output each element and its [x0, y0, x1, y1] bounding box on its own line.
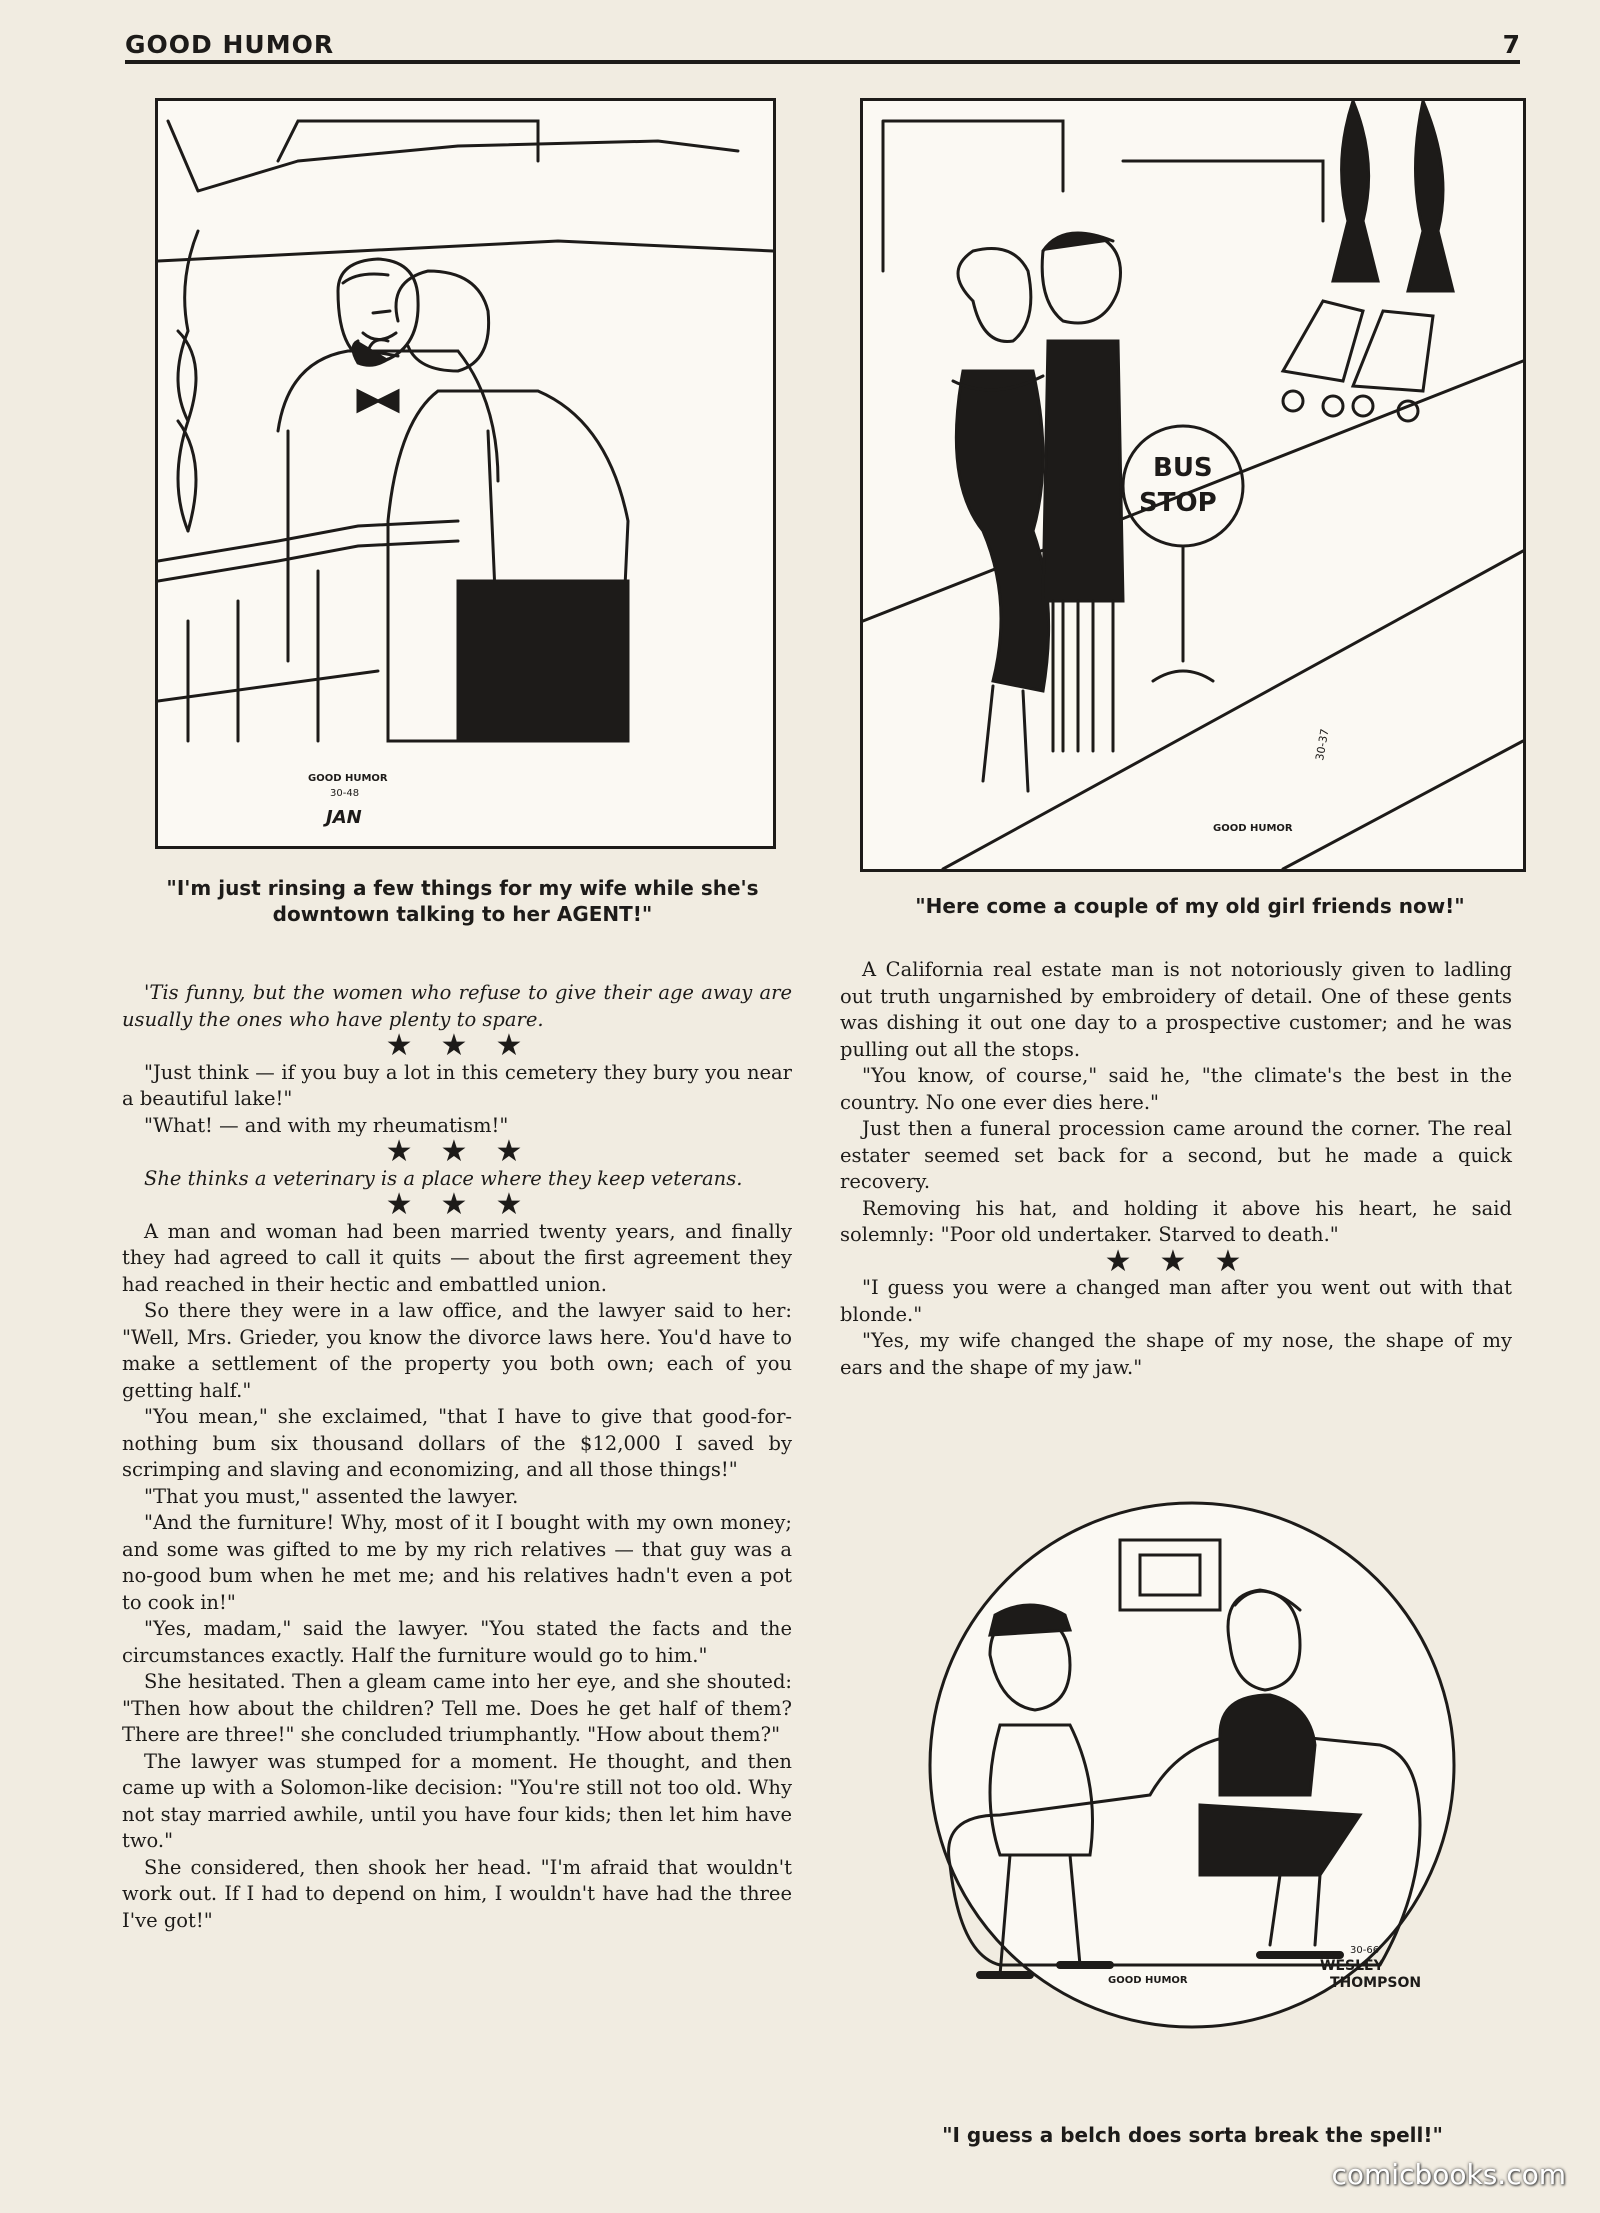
- cartoon3-artist-line1: WESLEY: [1320, 1958, 1384, 1974]
- page-number: 7: [1502, 30, 1520, 59]
- cartoon-bus-stop: [860, 98, 1526, 872]
- cartoon2-caption: "Here come a couple of my old girl friends now!": [915, 894, 1465, 918]
- joke-cemetery-line1: "Just think — if you buy a lot in this cemetery they bury you near a beautiful lake!": [122, 1060, 792, 1110]
- story-paragraph: She considered, then shook her head. "I'm afraid that wouldn't work out. If I had to depend on him, I wouldn't have had the three I've got!": [122, 1855, 792, 1932]
- cartoon3-code: 30-66: [1350, 1945, 1380, 1956]
- left-text-column: [122, 980, 792, 1934]
- story-paragraph: "And the furniture! Why, most of it I bought with my own money; and some was gifted to me by my rich relatives — that guy was a no-good bum when he met me; and his relatives hadn't even a pot to cook in!": [122, 1511, 792, 1614]
- cartoon1-artist-signature: JAN: [326, 807, 362, 828]
- cartoon3-artist-line2: THOMPSON: [1330, 1975, 1422, 1991]
- story-paragraph: A man and woman had been married twenty years, and finally they had agreed to call it quits — about the first agreement they had reached in their hectic and embattled union.: [122, 1219, 792, 1296]
- watermark: comicbooks.com: [1331, 2158, 1566, 2191]
- cartoon1-caption: "I'm just rinsing a few things for my wife while she's downtown talking to her AGENT!": [166, 876, 759, 926]
- cartoon3-credit: GOOD HUMOR: [1108, 1975, 1188, 1986]
- magazine-title: GOOD HUMOR: [125, 30, 335, 59]
- joke-age: 'Tis funny, but the women who refuse to give their age away are usually the ones who have plenty to spare.: [122, 981, 792, 1031]
- story-paragraph: She hesitated. Then a gleam came into her eye, and she shouted: "Then how about the children? Tell me. Does he get half of them? There are three!" she concluded triumphantly. "How about them?": [122, 1670, 792, 1746]
- joke-veterinary: She thinks a veterinary is a place where they keep veterans.: [144, 1166, 743, 1190]
- separator-stars: ★★★: [1104, 1243, 1270, 1279]
- separator-stars: ★★★: [385, 1028, 551, 1063]
- separator-stars: ★★★: [385, 1187, 551, 1222]
- joke-blonde-line1: "I guess you were a changed man after you went out with that blonde.": [840, 1276, 1512, 1326]
- story-paragraph: Just then a funeral procession came around the corner. The real estater seemed set back for a second, but he made a quick recovery.: [840, 1117, 1512, 1193]
- joke-cemetery-line2: "What! — and with my rheumatism!": [144, 1113, 509, 1137]
- cartoon1-code: 30-48: [330, 788, 360, 799]
- story-paragraph: Removing his hat, and holding it above his heart, he said solemnly: "Poor old undertaker. Starved to death.": [840, 1196, 1512, 1246]
- story-paragraph: A California real estate man is not notoriously given to ladling out truth ungarnished by embroidery of detail. One of these gents was dishing it out one day to a prospective customer; and he was pulling out all the stops.: [840, 958, 1512, 1061]
- cartoon1-credit: GOOD HUMOR: [308, 773, 388, 784]
- story-paragraph: "That you must," assented the lawyer.: [144, 1484, 519, 1508]
- cartoon-barber: [155, 98, 776, 849]
- cartoon3-caption: "I guess a belch does sorta break the spell!": [942, 2123, 1443, 2147]
- bus-sign-line1: BUS: [1153, 453, 1213, 483]
- cartoon-barber-drawing: [158, 101, 773, 846]
- cartoon-bus-stop-drawing: [863, 101, 1523, 869]
- story-paragraph: "You know, of course," said he, "the climate's the best in the country. No one ever dies here.": [840, 1064, 1512, 1114]
- story-paragraph: "Yes, madam," said the lawyer. "You stated the facts and the circumstances exactly. Half the furniture would go to him.": [122, 1617, 792, 1667]
- story-paragraph: So there they were in a law office, and the lawyer said to her: "Well, Mrs. Grieder, you know the divorce laws here. You'd have to make a settlement of the property you both own; each of you getting half.": [122, 1299, 792, 1402]
- story-paragraph: "You mean," she exclaimed, "that I have to give that good-for-nothing bum six thousand dollars of the $12,000 I saved by scrimping and slaving and economizing, and all those things!": [122, 1405, 792, 1481]
- cartoon-belch: [860, 1495, 1525, 2035]
- bus-sign-line2: STOP: [1139, 488, 1217, 518]
- cartoon-belch-drawing: [860, 1495, 1525, 2035]
- page-header: [125, 30, 1520, 64]
- cartoon2-code: 30-37: [1313, 727, 1332, 762]
- cartoon2-credit: GOOD HUMOR: [1213, 823, 1293, 834]
- right-text-column: [840, 957, 1512, 1381]
- separator-stars: ★★★: [385, 1134, 551, 1169]
- story-paragraph: The lawyer was stumped for a moment. He thought, and then came up with a Solomon-like decision: "You're still not too old. Why not stay married awhile, until you have four kids; then let him have two.": [122, 1749, 792, 1852]
- joke-blonde-line2: "Yes, my wife changed the shape of my nose, the shape of my ears and the shape of my jaw.": [840, 1329, 1512, 1379]
